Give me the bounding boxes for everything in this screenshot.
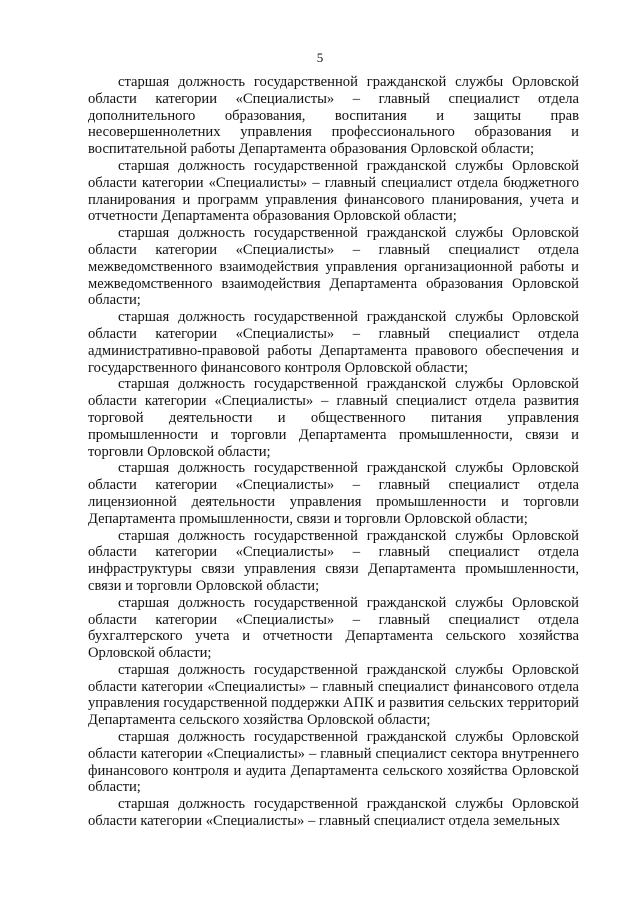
paragraph: старшая должность государственной гражданской службы Орловской области категории «Специалисты» – главный специалист сектора внутреннего финансового контроля и аудита Департамента сельского хозяйства Орловской области; (88, 729, 579, 796)
paragraph: старшая должность государственной гражданской службы Орловской области категории «Специалисты» – главный специалист отдела административно-правовой работы Департамента правового обеспечения и государственного финансового контроля Орловской области; (88, 309, 579, 376)
paragraph: старшая должность государственной гражданской службы Орловской области категории «Специалисты» – главный специалист отдела лицензионной деятельности управления промышленности и торговли Департамента промышленности, связи и торговли Орловской области; (88, 460, 579, 527)
page-number: 5 (316, 50, 324, 65)
paragraph: старшая должность государственной гражданской службы Орловской области категории «Специалисты» – главный специалист отдела дополнительного образования, воспитания и защиты прав несовершеннолетних управления профессионального образования и воспитательной работы Департамента образования Орловской области; (88, 74, 579, 158)
paragraph: старшая должность государственной гражданской службы Орловской области категории «Специалисты» – главный специалист финансового отдела управления государственной поддержки АПК и развития сельских территорий Департамента сельского хозяйства Орловской области; (88, 661, 579, 729)
document-body (88, 74, 579, 830)
paragraph: старшая должность государственной гражданской службы Орловской области категории «Специалисты» – главный специалист отдела развития торговой деятельности и общественного питания управления промышленности и торговли Департамента промышленности, связи и торговли Орловской области; (88, 376, 579, 460)
paragraph: старшая должность государственной гражданской службы Орловской области категории «Специалисты» – главный специалист отдела инфраструктуры связи управления связи Департамента промышленности, связи и торговли Орловской области; (88, 527, 579, 594)
paragraph: старшая должность государственной гражданской службы Орловской области категории «Специалисты» – главный специалист отдела земельных (88, 796, 579, 830)
paragraph: старшая должность государственной гражданской службы Орловской области категории «Специалисты» – главный специалист отдела бюджетного планирования и программ управления финансового планирования, учета и отчетности Департамента образования Орловской области; (88, 157, 579, 225)
paragraph: старшая должность государственной гражданской службы Орловской области категории «Специалисты» – главный специалист отдела межведомственного взаимодействия управления организационной работы и межведомственного взаимодействия Департамента образования Орловской области; (88, 225, 579, 309)
paragraph: старшая должность государственной гражданской службы Орловской области категории «Специалисты» – главный специалист отдела бухгалтерского учета и отчетности Департамента сельского хозяйства Орловской области; (88, 594, 579, 662)
